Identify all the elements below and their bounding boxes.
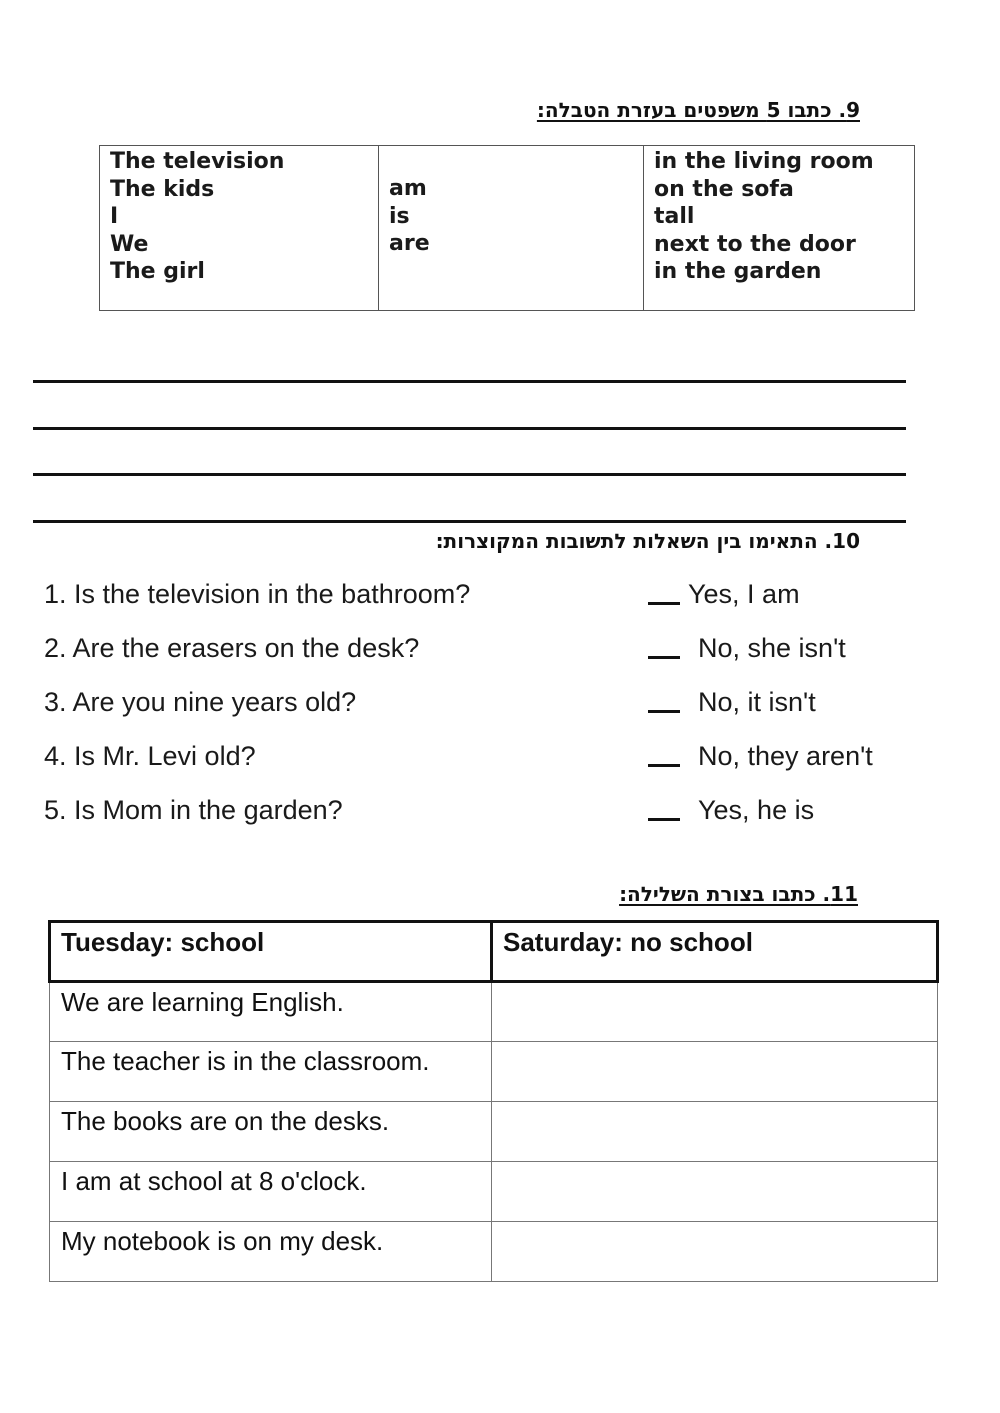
question-item: 3. Are you nine years old?: [44, 687, 357, 717]
answer-cell[interactable]: [492, 1042, 938, 1102]
header-tuesday: Tuesday: school: [50, 922, 492, 982]
verbs-column: [378, 146, 643, 310]
sentence-building-table: [99, 145, 915, 311]
verb-cell: are: [389, 231, 430, 256]
answer-cell[interactable]: [492, 1162, 938, 1222]
sentence-cell: The books are on the desks.: [50, 1102, 492, 1162]
exercise-9-heading: 9. כתבו 5 משפטים בעזרת הטבלה:: [536, 98, 860, 122]
answer-line[interactable]: [33, 520, 906, 523]
answer-text: Yes, he is: [698, 795, 815, 825]
match-blank[interactable]: [648, 818, 680, 821]
subject-cell: I: [110, 204, 119, 229]
table-row: [50, 1042, 938, 1102]
sentence-cell: We are learning English.: [50, 982, 492, 1042]
answer-item: [648, 741, 873, 772]
place-cell: on the sofa: [654, 176, 794, 202]
table-row: [50, 1162, 938, 1222]
subjects-column: [100, 146, 378, 310]
match-blank[interactable]: [648, 602, 680, 605]
answer-line[interactable]: [33, 473, 906, 476]
answer-item: [648, 795, 814, 826]
answer-line[interactable]: [33, 427, 906, 430]
question-item: 5. Is Mom in the garden?: [44, 795, 343, 825]
answer-cell[interactable]: [492, 1102, 938, 1162]
answer-item: [648, 579, 800, 610]
subject-cell: We: [110, 231, 149, 257]
sentence-cell: My notebook is on my desk.: [50, 1222, 492, 1282]
table-row: [50, 1222, 938, 1282]
match-blank[interactable]: [648, 764, 680, 767]
question-item: 2. Are the erasers on the desk?: [44, 633, 420, 663]
table-row: [50, 1102, 938, 1162]
subject-cell: The girl: [110, 259, 205, 284]
place-cell: in the living room: [654, 149, 874, 174]
negative-form-table: [48, 920, 939, 1282]
answer-line[interactable]: [33, 380, 906, 383]
exercise-11-heading: 11. כתבו בצורת השלילה:: [619, 882, 858, 906]
subject-cell: The television: [110, 149, 285, 174]
question-item: 4. Is Mr. Levi old?: [44, 741, 256, 771]
answer-text: No, they aren't: [698, 741, 873, 771]
places-column: [643, 146, 914, 310]
subject-cell: The kids: [110, 176, 215, 202]
verb-cell: am: [389, 176, 427, 201]
answer-cell[interactable]: [492, 1222, 938, 1282]
place-cell: in the garden: [654, 259, 822, 284]
answer-item: [648, 633, 846, 664]
table-row: [50, 982, 938, 1042]
header-saturday: Saturday: no school: [492, 922, 938, 982]
exercise-10-heading: 10. התאימו בין השאלות לתשובות המקוצרות:: [435, 529, 860, 553]
table-header-row: [50, 922, 938, 982]
match-blank[interactable]: [648, 710, 680, 713]
place-cell: tall: [654, 204, 695, 229]
question-item: 1. Is the television in the bathroom?: [44, 579, 471, 609]
place-cell: next to the door: [654, 231, 856, 257]
answer-item: [648, 687, 816, 718]
answer-cell[interactable]: [492, 982, 938, 1042]
sentence-cell: I am at school at 8 o'clock.: [50, 1162, 492, 1222]
answer-text: Yes, I am: [688, 579, 800, 609]
match-blank[interactable]: [648, 656, 680, 659]
answer-text: No, it isn't: [698, 687, 816, 717]
verb-cell: is: [389, 203, 410, 229]
answer-text: No, she isn't: [698, 633, 846, 663]
sentence-cell: The teacher is in the classroom.: [50, 1042, 492, 1102]
